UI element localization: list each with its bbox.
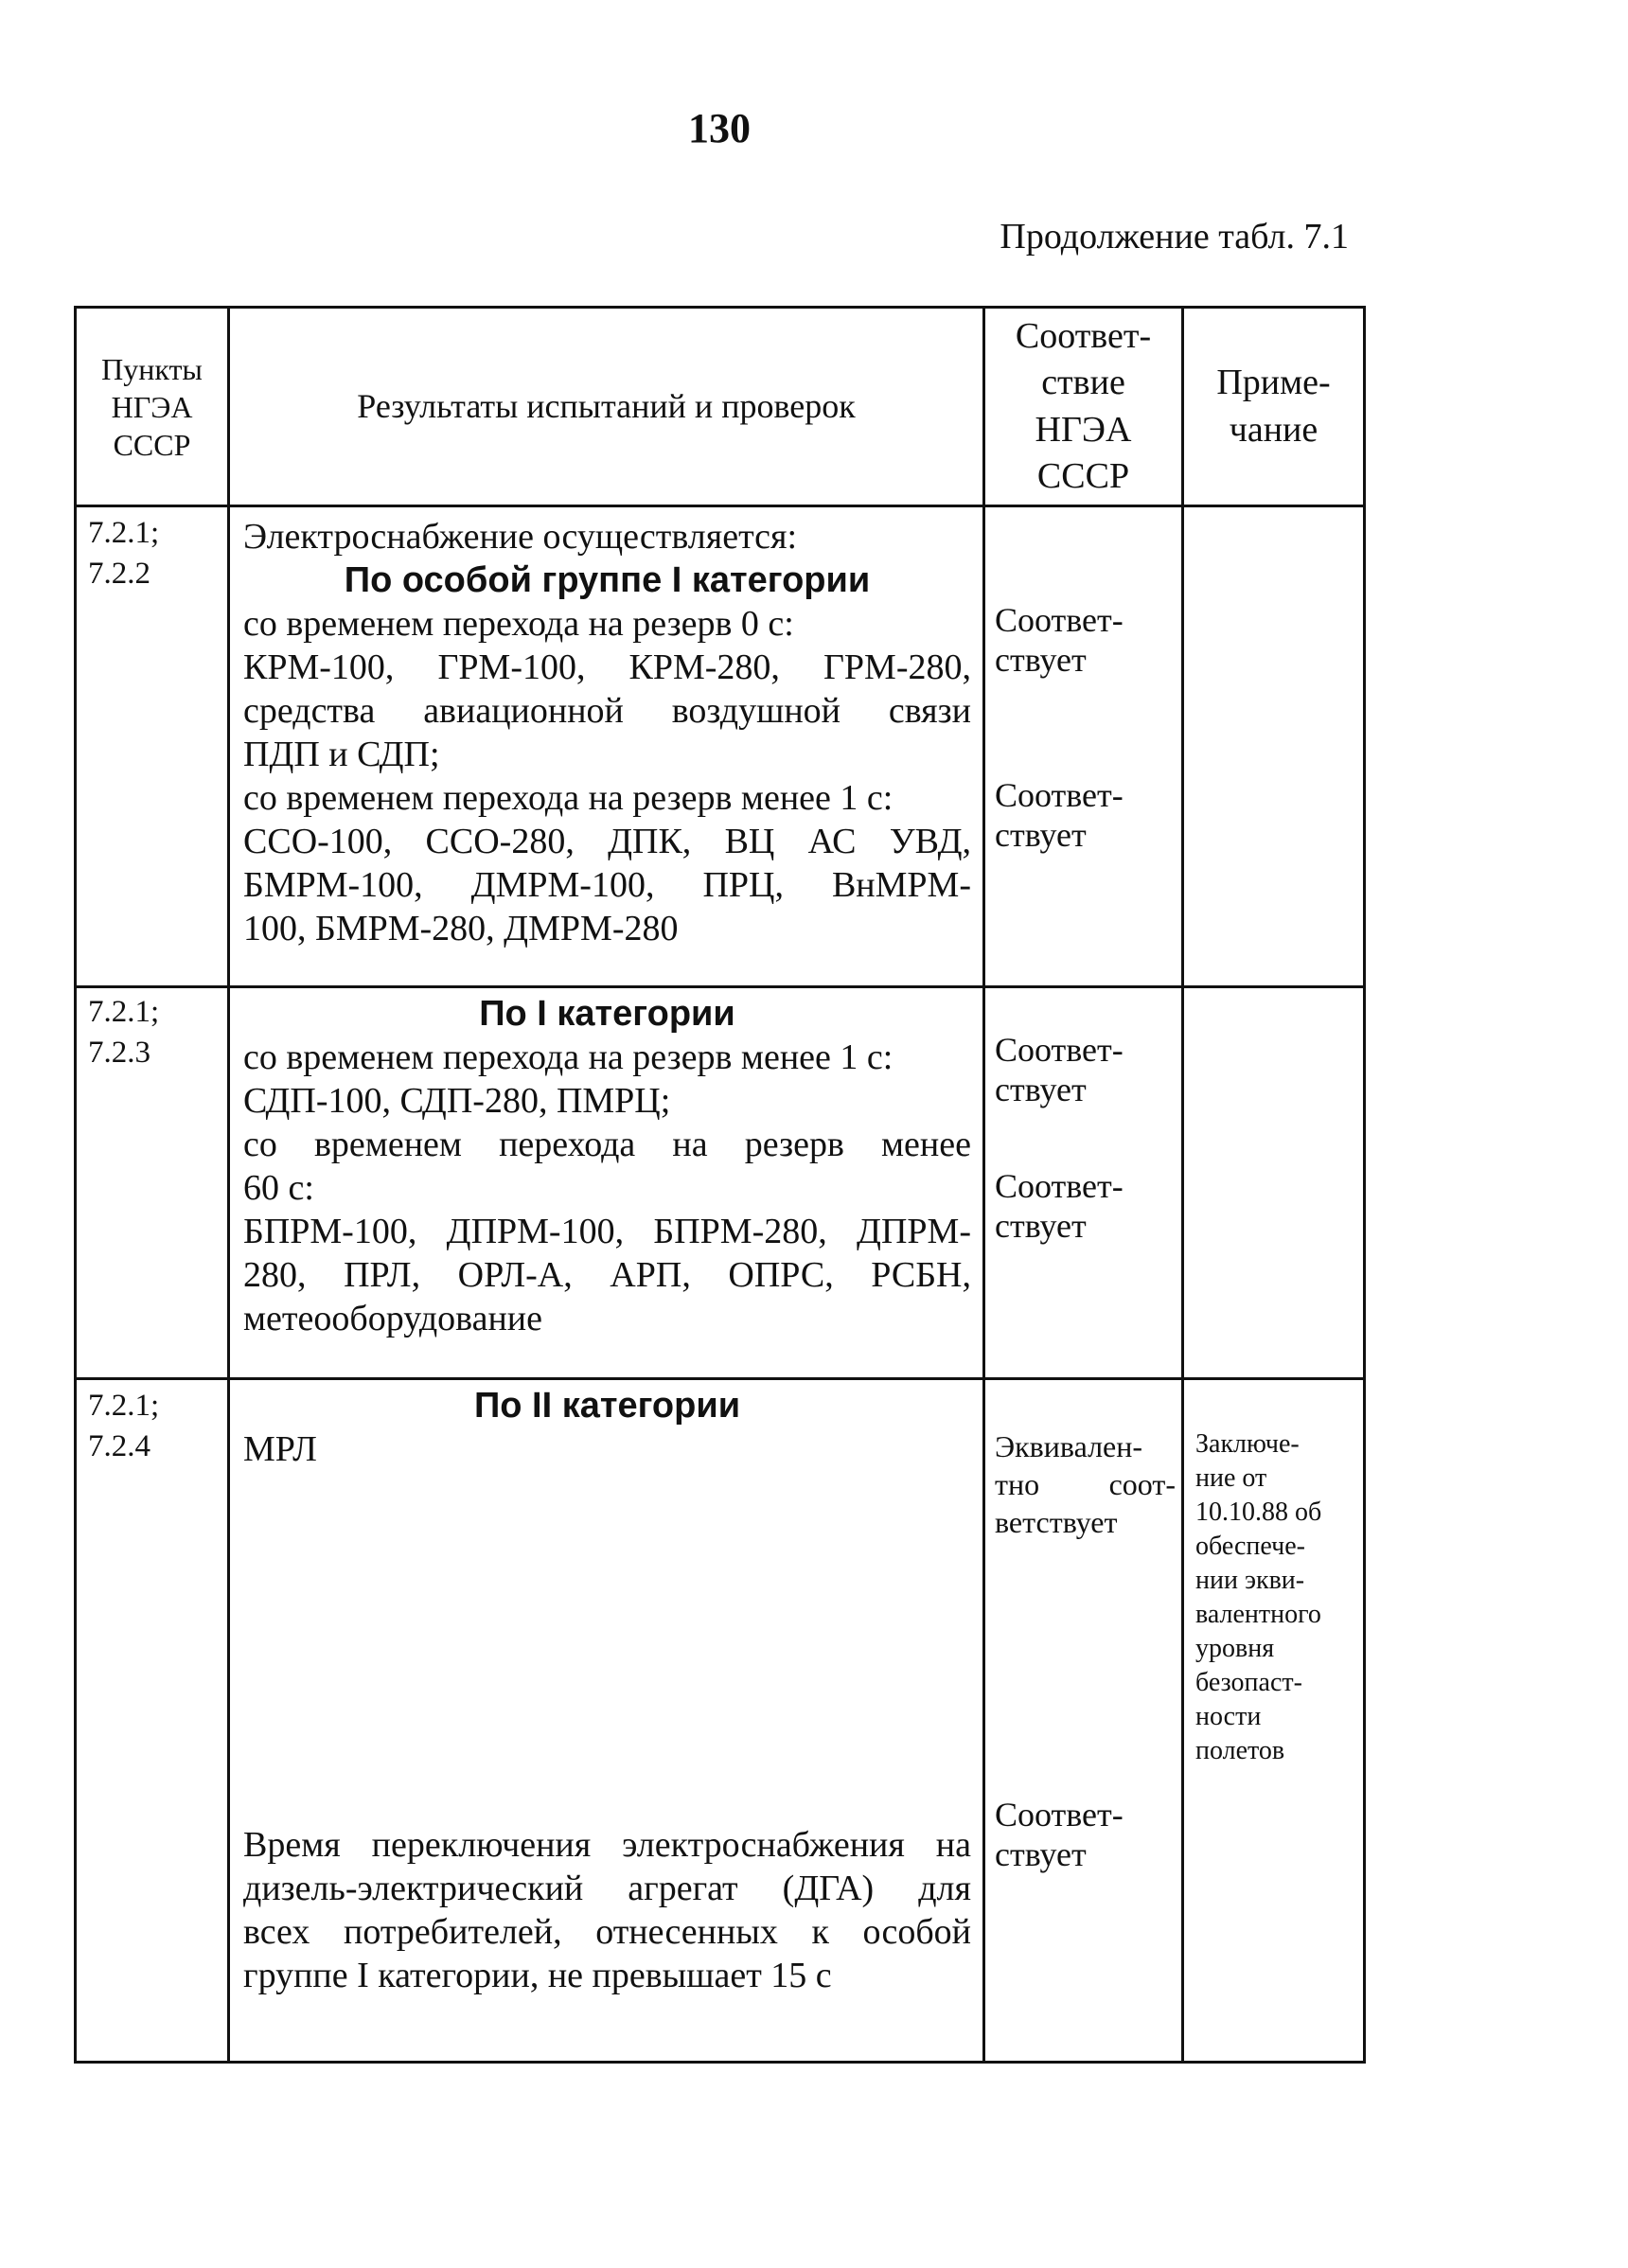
note-line: нии экви- (1195, 1566, 1305, 1595)
result-line: всех потребителей, отнесенных к особой (243, 1912, 971, 1952)
conformity-text: ствует (995, 1071, 1087, 1108)
point-ref: 7.2.1; (88, 516, 160, 550)
note-line: Заключе- (1195, 1429, 1300, 1459)
note-line: валентного (1195, 1600, 1321, 1629)
header-conformity-line: НГЭА (1035, 409, 1132, 450)
row-conformity (984, 987, 1183, 1379)
row-note (1183, 987, 1365, 1379)
row-conformity (984, 1379, 1183, 2063)
header-note-line: чание (1229, 409, 1318, 450)
conformity-text: ствует (995, 1835, 1087, 1873)
results-table (74, 306, 1366, 2064)
row-results (229, 506, 984, 987)
table-caption: Продолжение табл. 7.1 (1000, 217, 1349, 257)
table-header-row (76, 308, 1365, 506)
result-line: КРМ-100, ГРМ-100, КРМ-280, ГРМ-280, (243, 647, 971, 687)
result-line: средства авиационной воздушной связи (243, 691, 971, 731)
header-conformity-line: СССР (1036, 455, 1130, 496)
result-line: со временем перехода на резерв менее 1 с: (243, 778, 894, 818)
result-line: 60 с: (243, 1168, 314, 1208)
note-line: уровня (1195, 1634, 1275, 1663)
result-line: ССО-100, ССО-280, ДПК, ВЦ АС УВД, (243, 822, 971, 861)
result-line: метеооборудование (243, 1299, 543, 1338)
result-line: 100, БМРМ-280, ДМРМ-280 (243, 909, 679, 948)
result-line: со временем перехода на резерв менее 1 с: (243, 1037, 894, 1077)
note-line: обеспече- (1195, 1532, 1305, 1561)
row-points (76, 506, 229, 987)
conformity-text: ствует (995, 1207, 1087, 1245)
result-line: Время переключения электроснабжения на (243, 1825, 971, 1865)
conformity-text: ствует (995, 816, 1087, 854)
result-line: ПДП и СДП; (243, 735, 440, 774)
header-results (229, 308, 984, 506)
result-line: дизель-электрический агрегат (ДГА) для (243, 1869, 971, 1908)
row-points (76, 1379, 229, 2063)
conformity-text: Соответ- (995, 1167, 1124, 1205)
result-line: группе I категории, не превышает 15 с (243, 1956, 832, 1995)
header-points (76, 308, 229, 506)
row-note (1183, 506, 1365, 987)
conformity-text: ветствует (995, 1505, 1118, 1539)
point-ref: 7.2.1; (88, 995, 160, 1029)
category-heading: По II категории (473, 1386, 741, 1426)
header-points-line: НГЭА (111, 389, 193, 424)
category-heading: По особой группе I категории (344, 560, 871, 600)
table-row (76, 506, 1365, 987)
conformity-text: Соответ- (995, 1031, 1124, 1069)
header-points-line: СССР (113, 427, 191, 462)
table-row (76, 1379, 1365, 2063)
point-ref: 7.2.3 (88, 1035, 150, 1070)
result-line: 280, ПРЛ, ОРЛ-А, АРП, ОПРС, РСБН, (243, 1255, 971, 1295)
result-line: БМРМ-100, ДМРМ-100, ПРЦ, ВнМРМ- (243, 865, 971, 905)
header-note (1183, 308, 1365, 506)
result-line: со временем перехода на резерв менее (243, 1125, 971, 1164)
note-line: ности (1195, 1702, 1262, 1731)
header-points-line: Пункты (101, 351, 203, 386)
conformity-text: ствует (995, 641, 1087, 679)
header-results-label: Результаты испытаний и проверок (357, 387, 856, 425)
point-ref: 7.2.2 (88, 556, 150, 591)
row-results (229, 1379, 984, 2063)
row-results (229, 987, 984, 1379)
header-conformity-line: Соответ- (1015, 315, 1152, 356)
result-intro: Электроснабжение осуществляется: (243, 517, 798, 557)
table-row (76, 987, 1365, 1379)
point-ref: 7.2.4 (88, 1428, 150, 1463)
note-line: ние от (1195, 1463, 1267, 1493)
conformity-text: Соответ- (995, 776, 1124, 814)
header-note-line: Приме- (1216, 363, 1331, 403)
row-points (76, 987, 229, 1379)
row-note (1183, 1379, 1365, 2063)
point-ref: 7.2.1; (88, 1389, 160, 1423)
result-line: СДП-100, СДП-280, ПМРЦ; (243, 1081, 671, 1121)
note-line: безопаст- (1195, 1668, 1302, 1697)
row-conformity (984, 506, 1183, 987)
note-line: 10.10.88 об (1195, 1497, 1322, 1527)
result-line: БПРМ-100, ДПРМ-100, БПРМ-280, ДПРМ- (243, 1212, 971, 1251)
page-number: 130 (688, 105, 751, 151)
conformity-text: тно соот- (995, 1467, 1176, 1501)
conformity-text: Эквивален- (995, 1429, 1143, 1463)
header-conformity-line: ствие (1041, 363, 1125, 403)
note-line: полетов (1195, 1736, 1285, 1765)
header-conformity (984, 308, 1183, 506)
conformity-text: Соответ- (995, 601, 1124, 639)
conformity-text: Соответ- (995, 1796, 1124, 1834)
result-line: со временем перехода на резерв 0 с: (243, 604, 794, 644)
category-heading: По I категории (479, 994, 735, 1034)
result-item: МРЛ (243, 1429, 317, 1469)
